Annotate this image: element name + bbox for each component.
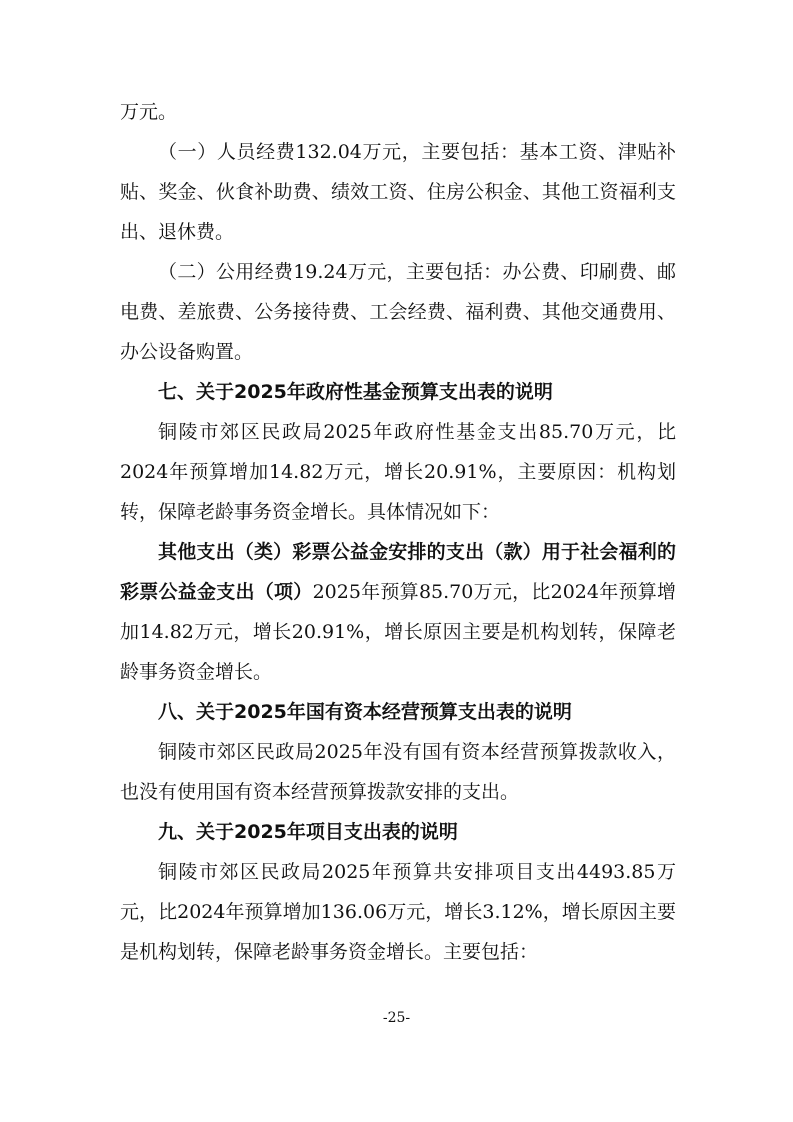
section-heading-9: 九、关于2025年项目支出表的说明 <box>158 821 458 843</box>
page-number: -25- <box>382 1010 411 1026</box>
section-heading-7: 七、关于2025年政府性基金预算支出表的说明 <box>158 381 553 403</box>
paragraph-personnel-expenses: （一）人员经费132.04万元，主要包括：基本工资、津贴补贴、奖金、伙食补助费、绩效工资、住房公积金、其他工资福利支出、退休费。 <box>120 141 676 243</box>
paragraph-state-capital: 铜陵市郊区民政局2025年没有国有资本经营预算拨款收入，也没有使用国有资本经营预算拨款安排的支出。 <box>120 741 676 803</box>
lottery-fund-category: 其他支出（类）彩票公益金安排的支出（款）用于社会福利的彩票公益金支出（项） <box>120 541 676 603</box>
lottery-fund-detail: 2025年预算85.70万元，比2024年预算增加14.82万元，增长20.91%，增长原因主要是机构划转，保障老龄事务资金增长。 <box>120 581 676 683</box>
paragraph-lottery-fund <box>120 532 676 692</box>
paragraph-public-expenses: （二）公用经费19.24万元，主要包括：办公费、印刷费、邮电费、差旅费、公务接待费、工会经费、福利费、其他交通费用、办公设备购置。 <box>120 261 676 363</box>
section-heading-8: 八、关于2025年国有资本经营预算支出表的说明 <box>158 701 572 723</box>
paragraph-fund-budget: 铜陵市郊区民政局2025年政府性基金支出85.70万元，比2024年预算增加14.82万元，增长20.91%，主要原因：机构划转，保障老龄事务资金增长。具体情况如下： <box>120 421 676 523</box>
paragraph-continuation: 万元。 <box>120 101 178 123</box>
paragraph-project-expenditure: 铜陵市郊区民政局2025年预算共安排项目支出4493.85万元，比2024年预算增加136.06万元，增长3.12%，增长原因主要是机构划转，保障老龄事务资金增长。主要包括： <box>120 861 676 963</box>
document-body <box>120 92 676 972</box>
